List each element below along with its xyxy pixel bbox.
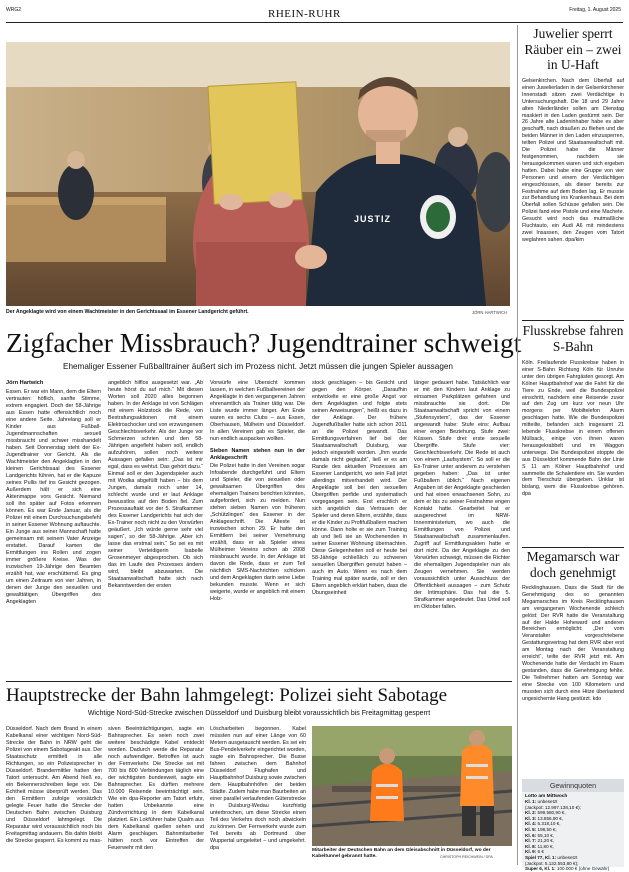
lotto-class: Kl. 5: — [525, 826, 537, 832]
lotto-amount: 100.000 € (ohne Gewähr) — [555, 866, 610, 872]
lotto-class: Kl. 1: — [525, 799, 537, 804]
main-article-col-5: länger gedauert habe. Tatsächlich war er mit den Kindern laut Anklage zu einsamen Parkplätzen gefahren und missbrauchte sie dort. Die Staatsanwaltschaft spricht von einem „Stufensystem“, das der Essener angewandt habe: Stufe eins: Aufbau einer engen Beziehung. Stufe zwei: Küssen. Stufe drei: erste sexuelle Übergriffe. Stufe vier: Geschlechtsverkehr. Die Rede ist auch von einem „Laufsystem“. So soll er die Ex-Trainer unter anderem zu verstehen gegeben haben: „Das ist unter Fußballern üblich.“ Nach eigenen Angaben ist der Angeklagte geschieden und hat einen erwachsenen Sohn, zu dem er bis zu seiner Festnahme engen Kontakt hatte. Gearbeitet hat er ausgerechnet im NRW-Innenministerium, wo auch die Ermittlungen von Polizei und Staatsanwaltschaft zusammenlaufen. Zugriff auf Ermittlungsakten hatte er dort nicht. Da der Angeklagte zu den Vorwürfen schweigt, müssen die Richter die ehemaligen Jugendspieler nun als Zeugen vernehmen. Sie werden voraussichtlich unter Ausschluss der Öffentlichkeit aussagen – zum Schutz der Intimsphäre. Das hat die 5. Strafkammer angedeutet. Das Urteil soll im Oktober fallen. — [414, 380, 510, 610]
courtroom-photo-image — [6, 42, 510, 306]
vest-text: JUSTIZ — [354, 214, 392, 224]
lotto-amount: 6 € — [536, 849, 544, 855]
main-photo — [6, 42, 510, 306]
rail-1-headline: Juwelier sperrt Räuber ein – zwei in U-Haft — [524, 26, 622, 72]
lotto-class: (Jackpot: 12.997.138,10 €); — [525, 804, 581, 810]
rail-workers-photo-image — [312, 726, 512, 846]
main-photo-credit: JÖRN HARTWICH — [472, 310, 508, 315]
main-article-col-4: stock geschlagen – bis Gesicht und gegen den Körper. „Daraufhin entwickelte er eine große Angst vor dem Angeklagten und folgte stets seinen Anweisungen“, heißt es dazu in der Anklage. Der frühere Jugendfußballer hatte sich schon 2011 an die Polizei gewandt. Das Ermittlungsverfahren lief bei der Staatsanwaltschaft Duisburg, war jedoch eingestellt worden. „Ihm wurde damals nicht geglaubt“, ließ er es am Rande des aktuellen Prozesses am Essener Landgericht, wo sein Fall jetzt allerdings mitverhandelt wird. Der Angeklagte soll bei den sexuellen Übergriffen perfide und systematisch vorgegangen sein. Erst erschlich er sich angeblich das Vertrauen der Spieler und deren Eltern, erzählte, dass er die Kinder zu Profifußballern machen könne. Dann holte er sie zum Training ab und ließ sie an Wochenenden in seiner Essener Wohnung übernachten. Diese Gelegenheiten soll er heute bei 58-Jährige schließlich zu schweren sexuellen Übergriffen genutzt haben – auch im Auto. Wenn es nach dem Training mal später wurde, soll er den Eltern angeblich erklärt haben, dass die Übungseinheit — [312, 380, 407, 596]
main-subheadline: Ehemaliger Essener Fußballtrainer äußert sich im Prozess nicht. Jetzt müssen die jungen Spieler aussagen — [62, 362, 453, 371]
rail-1-text: Gelsenkirchen. Nach dem Überfall auf einen Juwelierladen in der Gelsenkirchener Innenstadt sitzen zwei Verdächtige in Untersuchungshaft. Die 18 und 29 Jahre alten Niederländer sollen am Dienstag maskiert in den Laden gestürmt sein. Der 26 Jahre alte Ladeninhaber habe es aber geschafft, nach draußen zu fliehen und die beiden Männer in den Laden einzusperren, teilten Polizei und Staatsanwaltschaft mit. Die Polizei habe die Männer festgenommen, nachdem sie herausgekommen waren und sich ergeben hatten. Dabei habe eine Gruppe von vier Personen und einem der Verdächtigen eingeschlossen, als dieser bereits zur Festnahme auf dem Boden lag. Er musste zur Behandlung ins Krankenhaus. Bei dem Überfall sollen Schüsse gefallen sein. Die Polizei fand eine Pistole und eine Machete. Gesucht wird noch das mutmaßliche Fluchtauto, ein Audi A6 mit mindestens zwei Insassen, den Zeugen vom Tatort weglahren sahen. dpa/kim — [522, 78, 624, 243]
rail-workers-photo — [312, 726, 512, 846]
lotto-row — [525, 866, 621, 872]
main-article-col-3-text-b: Die Polizei hatte in den Vereinen sogar Infoabende durchgeführt und Eltern und Spieler, die von sexuellen oder gewaltsamen Übergriffen des ehemaligen Trainers berichten könnten, aufgefordert, sich zu melden. Nun stehen sieben Namen von früheren „Schützlingen“ des Essener in der Anklageschrift. Die Älteste ist inzwischen schon 29. Er hatte den Ermittlern bei seiner Vernehmung erzählt, dass er als Spieler eines Mülheimer Vereins schon ab 2008 missbraucht wurde. In der Anklage ist davon die Rede, dass er zum Teil nächtlich SMS-Nachrichten schicken und dem Angeklagten darin seine Liebe bekunden musste. Wenn er sich weigerte, wurde er angeblich mit einem Holz- — [210, 463, 305, 602]
page-date: Freitag, 1. August 2025 — [569, 7, 621, 13]
lotto-section-title: Gewinnquoten — [522, 779, 624, 792]
rail-3-headline: Megamarsch war doch genehmigt — [526, 549, 620, 580]
main-headline: Zigfacher Missbrauch? Jugendtrainer schweigt — [6, 327, 522, 358]
lotto-amount: 11,80 €, — [536, 843, 554, 849]
lotto-amount: 13.856,90 €, — [536, 815, 564, 821]
second-article-col-2: siven Beeinträchtigungen, sagte ein Bahnsprecher. Es seien noch zwei weitere beschädigte Kabel entdeckt worden. Dadurch werde die Reparatur noch aufwendiger. Betroffen ist auch der Fernverkehr. Die Strecke sei mit 700 bis 800 Verbindungen täglich eine der wichtigsten bundesweit, sagte ein Bahnsprecher. Es dürften mehrere 10.000 Reisende beeinträchtigt sein. Wie ein dpa-Reporter am Tatort erfuhr, hatten Unbekannte eine Zündvorrichtung in dem Kabelkanal platziert. Ein Lokführer habe Qualm aus dem Kabelkanal quellen sehen und Alarm geschlagen. Bahnmitarbeiter hätten noch vor Eintreffen der Feuerwehr mit den — [108, 726, 204, 851]
lotto-amount: unbesetzt — [536, 799, 558, 804]
lotto-class: Kl. 6: — [525, 832, 537, 838]
main-article-col-3-text-a: Vorwürfe eine Übersicht kommen lassen, in welchen Fußballvereinen der Angeklagte in den vergangenen Jahren ehrenamtlich als Trainer tätig war. Die Liste wurde immer länger. Am Ende waren es sechs Clubs – aus Essen, Oberhausen, Mülheim und Düsseldorf. In allen Vereinen gab es Spieler, die nun endlich auspacken wollten. — [210, 380, 305, 442]
lotto-class: (Jackpot: 5.132.553,80 €); — [525, 860, 579, 866]
rail-2-headline: Flusskrebse fahren S-Bahn — [522, 323, 624, 354]
lotto-class: Super 6, Kl. 1: — [525, 866, 556, 872]
lotto-class: Kl. 9: — [525, 849, 537, 855]
rail-workers-credit: CHRISTOPH REICHWEIN / DPA — [440, 855, 493, 859]
second-article-col-3: Löscharbeiten begonnen. Kabel müssten nun auf einer Länge von 60 Metern ausgetauscht werden. Es sei ein Bus-Pendelverkehr eingerichtet worden, sagte ein Bahnsprecher. Die Busse fahren zwischen dem Bahnhof Düsseldorf Flughafen und Hauptbahnhof Duisburg sowie zwischen dem Hauptbahnhöfen der beiden Städte. Zudem habe man Baurbeiten an einer parallel verlaufenden Güterstrecke in Duisburg-Wedau kurzfristig unterbrochen, um diese Strecke einen Teil des Verkehrs doch noch abwickeln zu können. Der Fernverkehr wurde zum Teil bereits ab Dortmund über Wuppertal umgeleitet – und umgekehrt. dpa — [210, 726, 306, 851]
lotto-amount: unbesetzt — [556, 854, 578, 860]
rail-2-text: Köln. Freilaufende Flusskrebse haben in einer S-Bahn Richtung Köln für Unruhe unter den übrigen Fahrgästen gesorgt. Am Kölner Hauptbahnhof war die Fahrt für die Tiere zu Ende, weil die Bundespolizei einschritt, nachdem eine Reisende zuvor auf den Zug um kurz vor neun Uhr morgens per Mobiltelefon Alarm geschlagen hatte. Wie die Bundespolizei mitteilte, befanden sich insgesamt 21 lebende Flusskrebse in einem offenen Müllsack, einige von ihnen waren herausgekrabbelt und im Waggon unterwegs. Die Bundespolizei stoppte die aus Düsseldorf kommende Bahn der Linie S 11 am Kölner Hauptbahnhof und sammelte die Schalentiere ein. Sie wurden dem Tierschutz übergeben. Unklar ist bislang, wem die Flusskrebse gehören. dpa — [522, 360, 624, 498]
rail-workers-caption: Mitarbeiter der Deutschen Bahn an dem Gleisabschnitt in Düsseldorf, wo der Kabeltunnel gebrannt hatte. — [312, 848, 491, 859]
lotto-amount: 5.318,10 €, — [536, 821, 561, 827]
main-article-col-2: angeblich hilflos ausgesetzt war. „Ab heute hörst du auf mich.“ Mit diesen Worten soll 2020 alles begonnen haben. In der Anklage ist von Schlägen mit einem Holzstock die Rede, von Bestrafungsaktionen mit einem Elektroschocker und von erzwungenem Geschlechtsverkehr. Als der Junge vor Schmerzen schrien und den 58-Jährigen angefleht haben soll, endlich aufzuhören, sollen noch weitere Aussagen gefallen sein: „Das ist mir egal, dass es wehtut. Das gehört dazu.“ Einmal soll er den Jugendspieler auch mit Wodka abgefüllt haben – bis dem Jungen, damals noch unter 14, schlecht wurde und er laut Anklage bewusstlos auf den Boden fiel. Zum Prozessauftakt vor der 5. Strafkammer des Essener Landgerichts hat sich der Ex-Trainer noch nicht zu den Vorwürfen geäußert. „Ich würde gerne sehr viel sagen“, so der 58-Jährige. „Aber ich lasse das erstmal sein.“ So sei es mit seiner Verteidigerin Isabelle Grosenmeyer abgesprochen. Ob sich das im Laufe des Prozesses ändern wird, bleibt abzuwarten. Die Staatsanwaltschaft hatte sich nach Bekanntwerden der ersten — [108, 380, 203, 589]
lotto-class: Kl. 3: — [525, 815, 537, 821]
page-code: WRG2 — [6, 7, 21, 13]
lotto-class: Spiel 77, Kl. 1: — [525, 854, 557, 860]
lotto-class: Kl. 4: — [525, 821, 537, 827]
lotto-class: Kl. 8: — [525, 843, 537, 849]
author: Jörn Hartwich — [6, 380, 44, 386]
main-photo-caption: Der Angeklagte wird von einem Wachtmeister in den Gerichtssaal im Essener Landgericht geführt. — [6, 309, 249, 315]
lotto-amount: 198,50 €, — [536, 826, 557, 832]
main-article-col-1: Essen. Er war ein Mann, dem die Eltern vertrauten: höflich, sanfte Stimme, extrem engagiert. Doch der 58-Jährige aus Essen hatte offensichtlich noch eine andere Seite. Jahrelang soll er Kinder aus Fußball-Jugendmannschaften sexuell missbraucht und schwer misshandelt haben. Seit Donnerstag steht der Ex-Jugendtrainer vor Gericht. Als die Wachtmeister den Angeklagten in den kleinen Gerichtssaal des Essener Landgerichts führen, hat er die Kapuze seines Pullis tief ins Gesicht gezogen. Außerdem hält er sich eine Aktenmappe vors Gesicht. Niemand soll ihn später auf Fotos erkennen können. Es war Ende Januar, als die Polizei mit einem Durchsuchungsbefehl in seiner Essener Wohnung auftauchte. Ein Junge aus seiner Mannschaft hatte gemeinsam mit seinem Vater Anzeige erstattet. Darauf kamen die Ermittlungen ins Rollen und zogen immer größere Kreise. Was der inzwischen 19-Jährige den Beamten erzählt hat, war erschütternd. Es ging um einen Zeitraum von vier Jahren, in denen der Junge den sexuellen und gewalttätigen Übergriffen des Angeklagten — [6, 389, 101, 605]
lotto-amount: 55,10 €, — [536, 832, 555, 838]
second-subheadline: Wichtige Nord-Süd-Strecke zwischen Düsseldorf und Duisburg bleibt voraussichtlich bis Freitagmittag gesperrt — [87, 710, 431, 717]
lotto-class: Kl. 2: — [525, 810, 537, 816]
lotto-box — [522, 779, 624, 872]
lotto-amount: 21,20 €, — [536, 838, 555, 844]
main-article-intertitle: Sieben Namen stehen nun in der Anklageschrift — [210, 448, 305, 461]
lotto-game-title: Lotto am Mittwoch — [525, 794, 568, 799]
second-headline: Hauptstrecke der Bahn lahmgelegt: Polizei sieht Sabotage — [6, 685, 448, 706]
lotto-rows — [522, 799, 624, 872]
section-title: RHEIN-RUHR — [268, 8, 341, 20]
main-article-col-3 — [210, 380, 305, 677]
rail-3-text: Recklinghausen. Dass die Stadt für die Genehmigung des so genannten Megamarsches im Kreis Recklinghausen am vergangenen Wochenende schleich gelöst: Der RVR hatte die Veranstaltung auf der Halde Hoheward und anderen Bereichen ermöglicht: „Der vom Veranstalter vorgeschriebene Gestattungsvertrag hat dem RVR aber erst am Montag nach der Veranstaltung erreicht“, teilte der RVR jetzt mit. Am Wochenende hatte der Verdacht im Raum gestanden, dass die Genehmigung fehlte. Die Teilnehmer hatten am Sonntag war eine Strecke von 100 Kilometern und mussten sich durch eine Hitze überlastend ungesichernte Hang gestürzt. kdo — [522, 585, 624, 702]
lotto-class: Kl. 7: — [525, 838, 537, 844]
lotto-amount: 599.580,90 €, — [536, 810, 566, 816]
second-article-col-1: Düsseldorf. Nach dem Brand in einem Kabelkanal einer wichtigen Nord-Süd-Strecke der Bahn in NRW geht die Polizei von einem Sabotageakt aus. Der Staatsschutz ermittelt in alle Richtungen, so ein Polizeisprecher in Düsseldorf. Brandermittler hatten den Tatort untersucht. Am Abend hieß es, ein Bekennerschreiben liege vor. Die Echtheit müsse überprüft werden. Das den Ermittlern zufolge vorsätzlich gelegte Feuer hatte die Strecke der Deutschen Bahn zwischen Duisburg und Düsseldorf lahmgelegt. Die Reparatur wird voraussichtlich noch bis Freitagmittag andauern. Bis dahin bleibt die Strecke gesperrt. Es kommt zu mas- — [6, 726, 102, 844]
